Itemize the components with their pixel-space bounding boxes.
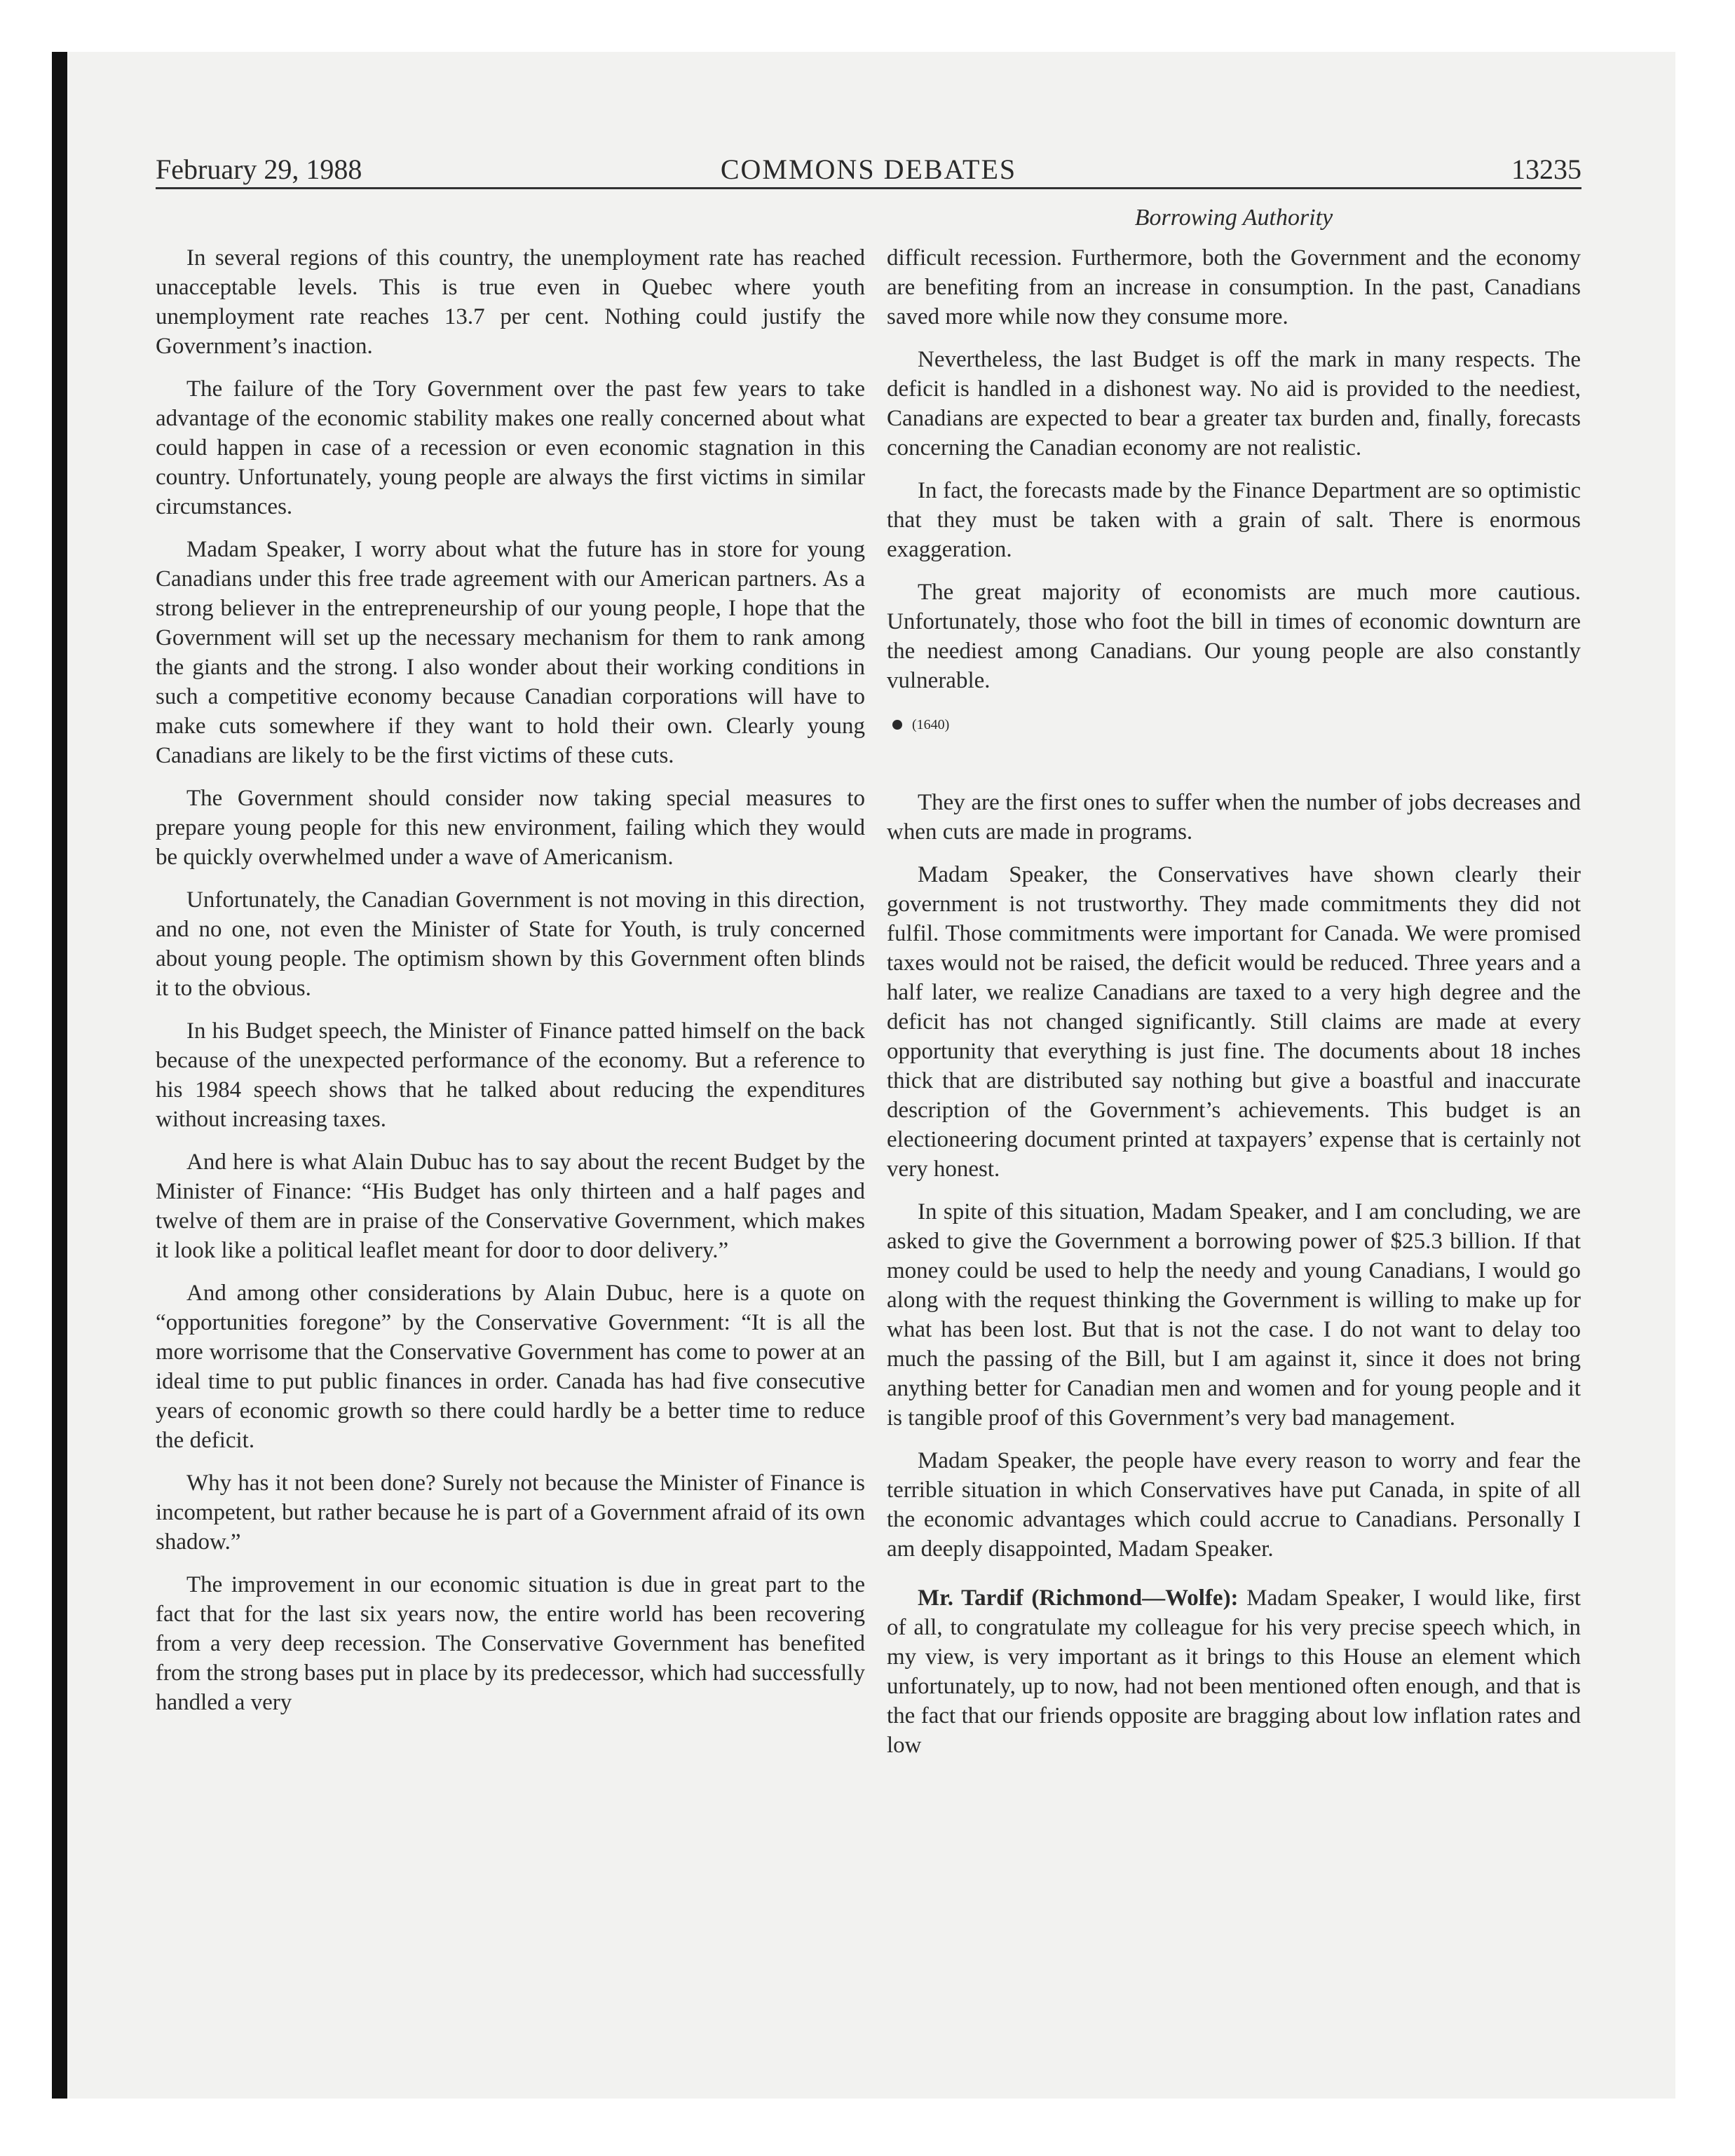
paragraph: Unfortunately, the Canadian Government is not moving in this direction, and no one, not even the Minister of State for Youth, is truly concerned about young people. The optimism shown by this Government often blinds it to the obvious.	[156, 887, 865, 1001]
speech-text: Madam Speaker, I would like, first of all, to congratulate my colleague for his very precise speech which, in my view, is very important as it brings to this House an element which unfortunately, up to now, had not been mentioned often enough, and that is the fact that our friends opposite are bragging about low inflation rates and low	[887, 1585, 1581, 1758]
paragraph: Madam Speaker, I worry about what the future has in store for young Canadians under this free trade agreement with our American partners. As a strong believer in the entrepreneurship of our young people, I hope that the Government will set up the necessary mechanism for them to rank among the giants and the strong. I also wonder about their working conditions in such a competitive economy because Canadian corporations will have to make cuts somewhere if they want to hold their own. Clearly young Canadians are likely to be the first victims of these cuts.	[156, 537, 865, 768]
paragraph: In several regions of this country, the unemployment rate has reached unacceptable levels. This is true even in Quebec where youth unemployment rate reaches 13.7 per cent. Nothing could justify the Government’s inaction.	[156, 245, 865, 359]
paragraph: They are the first ones to suffer when the number of jobs decreases and when cuts are made in programs.	[887, 790, 1581, 845]
header-publication: COMMONS DEBATES	[720, 153, 1017, 185]
paragraph: And among other considerations by Alain Dubuc, here is a quote on “opportunities foregone” by the Conservative Government: “It is all the more worrisome that the Conservative Government has come to power at an ideal time to put public finances in order. Canada has had five consecutive years of economic growth so there could hardly be a better time to reduce the deficit.	[156, 1281, 865, 1453]
scan-binding-edge	[52, 52, 67, 2099]
paragraph: Nevertheless, the last Budget is off the mark in many respects. The deficit is handled in a dishonest way. No aid is provided to the neediest, Canadians are expected to bear a greater tax burden and, finally, forecasts concerning the Canadian economy are not realistic.	[887, 347, 1581, 460]
left-column	[156, 243, 865, 1731]
paragraph: Madam Speaker, the people have every reason to worry and fear the terrible situation in which Conservatives have put Canada, in spite of all the economic advantages which could accrue to Canadians. Personally I am deeply disappointed, Madam Speaker.	[887, 1448, 1581, 1562]
running-header	[156, 150, 1581, 189]
header-date: February 29, 1988	[156, 153, 362, 185]
bullet-icon	[892, 720, 902, 730]
paragraph: In his Budget speech, the Minister of Finance patted himself on the back because of the unexpected performance of the economy. But a reference to his 1984 speech shows that he talked about reducing the expenditures without increasing taxes.	[156, 1018, 865, 1132]
header-page-number: 13235	[1511, 153, 1581, 185]
speech-paragraph	[887, 1583, 1581, 1760]
paragraph: Madam Speaker, the Conservatives have shown clearly their government is not trustworthy. They made commitments they did not fulfil. Those commitments were important for Canada. We were promised taxes would not be raised, the deficit would be reduced. Three years and a half later, we realize Canadians are taxed to a very high degree and the deficit has not changed significantly. Still claims are made at every opportunity that everything is just fine. The documents about 18 inches thick that are distributed say nothing but give a boastful and inaccurate description of the Government’s achievements. This budget is an electioneering document printed at taxpayers’ expense that is certainly not very honest.	[887, 862, 1581, 1182]
paragraph: In spite of this situation, Madam Speaker, and I am concluding, we are asked to give the Government a borrowing power of $25.3 billion. If that money could be used to help the needy and young Canadians, I would go along with the request thinking the Government is willing to make up for what has been lost. But that is not the case. I do not want to delay too much the passing of the Bill, but I am against it, since it does not bring anything better for Canadian men and women and for young people and it is tangible proof of this Government’s very bad management.	[887, 1199, 1581, 1431]
paragraph: Why has it not been done? Surely not because the Minister of Finance is incompetent, but rather because he is part of a Government afraid of its own shadow.”	[156, 1471, 865, 1555]
time-marker-label: (1640)	[912, 717, 950, 732]
paragraph: The improvement in our economic situation is due in great part to the fact that for the last six years now, the entire world has been recovering from a very deep recession. The Conservative Government has benefited from the strong bases put in place by its predecessor, which had successfully handled a very	[156, 1572, 865, 1715]
speaker-name: Mr. Tardif (Richmond—Wolfe):	[918, 1585, 1239, 1611]
paragraph: In fact, the forecasts made by the Finance Department are so optimistic that they must be taken with a grain of salt. There is enormous exaggeration.	[887, 478, 1581, 562]
paragraph: The Government should consider now taking special measures to prepare young people for this new environment, failing which they would be quickly overwhelmed under a wave of Americanism.	[156, 786, 865, 870]
paragraph: The failure of the Tory Government over the past few years to take advantage of the economic stability makes one really concerned about what could happen in case of a recession or even economic stagnation in this country. Unfortunately, young people are always the first victims in similar circumstances.	[156, 376, 865, 519]
paragraph: And here is what Alain Dubuc has to say about the recent Budget by the Minister of Finance: “His Budget has only thirteen and a half pages and twelve of them are in praise of the Conservative Government, which makes it look like a political leaflet meant for door to door delivery.”	[156, 1149, 865, 1263]
paragraph-continued: difficult recession. Furthermore, both the Government and the economy are benefiting from an increase in consumption. In the past, Canadians saved more while now they consume more.	[887, 245, 1581, 329]
time-marker	[892, 711, 1581, 739]
right-column	[887, 243, 1581, 1773]
paragraph: The great majority of economists are much more cautious. Unfortunately, those who foot the bill in times of economic downturn are the neediest among Canadians. Our young people are also constantly vulnerable.	[887, 580, 1581, 693]
section-subheader: Borrowing Authority	[1134, 205, 1333, 231]
header-rule	[156, 187, 1581, 189]
